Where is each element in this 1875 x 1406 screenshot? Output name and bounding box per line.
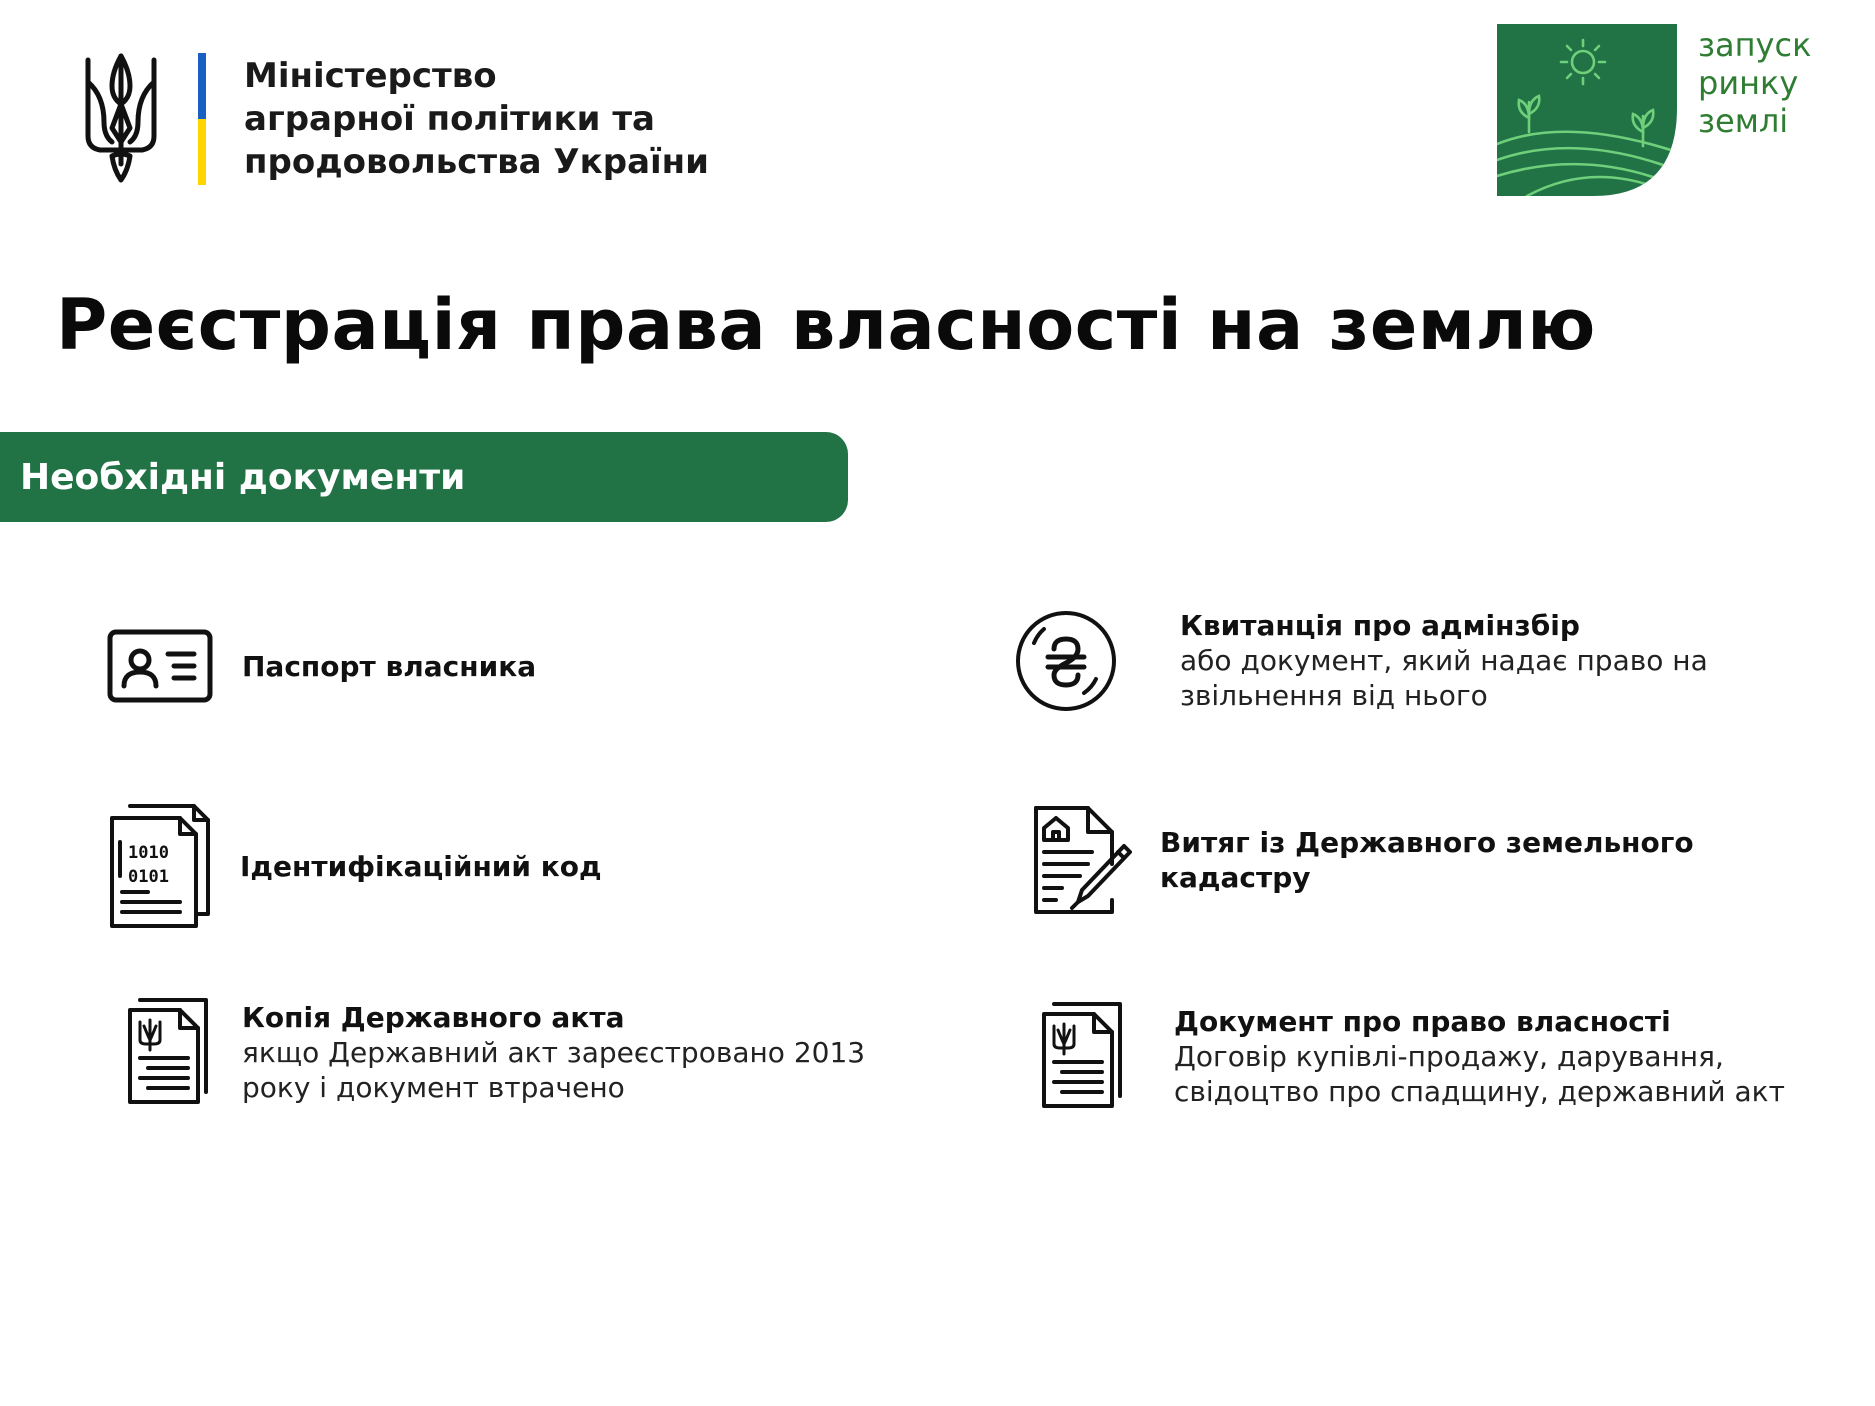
land-market-caption [1698, 26, 1811, 140]
document-item-state-act-copy [126, 996, 865, 1108]
document-title-line: кадастру [1160, 861, 1311, 894]
document-title: Документ про право власності [1174, 1004, 1671, 1038]
document-text [242, 1000, 865, 1105]
ukraine-flag-bar [198, 53, 206, 185]
ownership-document-icon [1040, 1000, 1128, 1112]
document-description-line: звільнення від нього [1180, 679, 1488, 712]
document-item-passport [106, 628, 536, 704]
ministry-name-line: продовольства України [244, 141, 709, 182]
document-title-line: Витяг із Державного земельного [1160, 826, 1694, 859]
land-market-caption-line: землі [1698, 102, 1789, 140]
ministry-logo-block [82, 52, 709, 186]
document-title: Паспорт власника [242, 649, 537, 683]
document-item-ownership [1040, 1000, 1785, 1112]
document-description-line: року і документ втрачено [242, 1070, 625, 1104]
cadastre-document-pen-icon [1032, 804, 1132, 916]
ministry-name-line: аграрної політики та [244, 98, 655, 139]
id-card-icon [106, 628, 214, 704]
document-text [1174, 1004, 1785, 1109]
trident-coat-of-arms-icon [82, 52, 160, 186]
document-item-tax-id [108, 802, 602, 930]
land-market-logo-icon [1497, 24, 1677, 196]
document-description-line: Договір купівлі-продажу, дарування, [1174, 1039, 1724, 1073]
ministry-name-line: Міністерство [244, 55, 497, 96]
state-act-document-icon [126, 996, 214, 1108]
document-item-cadastre-extract [1032, 804, 1694, 916]
document-text [1180, 608, 1708, 713]
binary-text-line: 1010 [128, 843, 169, 863]
binary-text-line: 0101 [128, 867, 169, 887]
document-description-line: якщо Державний акт зареєстровано 2013 [242, 1035, 866, 1069]
document-title: Копія Державного акта [242, 1000, 625, 1034]
section-banner-label: Необхідні документи [20, 456, 466, 498]
document-description-line: або документ, який надає право на [1180, 644, 1708, 677]
land-market-caption-line: запуск [1698, 26, 1812, 64]
section-banner [0, 432, 848, 522]
binary-documents-icon [108, 802, 212, 930]
document-title: Ідентифікаційний код [240, 849, 602, 883]
document-text [242, 649, 536, 684]
document-description-line: свідоцтво про спадщину, державний акт [1174, 1074, 1785, 1108]
land-market-caption-line: ринку [1698, 64, 1799, 102]
document-text [1160, 825, 1694, 895]
ministry-name [244, 55, 709, 184]
document-text [240, 849, 602, 884]
page-title: Реєстрація права власності на землю [56, 284, 1596, 366]
document-title: Квитанція про адмінзбір [1180, 609, 1580, 642]
document-item-receipt [1014, 608, 1708, 713]
hryvnia-coin-icon [1014, 609, 1118, 713]
